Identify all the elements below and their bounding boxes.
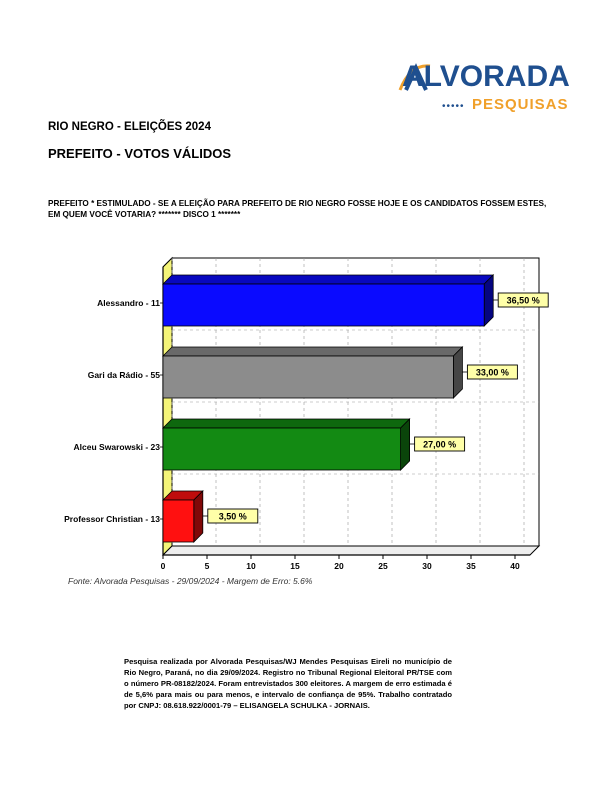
x-tick-label: 5 xyxy=(204,561,210,571)
data-label: 27,00 % xyxy=(423,439,457,450)
bar-top xyxy=(163,419,410,428)
x-tick-label: 40 xyxy=(510,561,520,571)
bar-side xyxy=(484,275,493,326)
logo-subtext: PESQUISAS xyxy=(472,96,569,113)
category-label: Alessandro - 11 xyxy=(97,298,160,308)
bar-side xyxy=(401,419,410,470)
data-label: 36,50 % xyxy=(506,295,540,306)
x-tick-label: 0 xyxy=(160,561,166,571)
x-tick-label: 30 xyxy=(422,561,432,571)
bar xyxy=(163,500,194,542)
x-tick-label: 35 xyxy=(466,561,476,571)
category-label: Gari da Rádio - 55 xyxy=(87,370,160,380)
bar-top xyxy=(163,275,493,284)
data-label: 3,50 % xyxy=(218,511,247,522)
methodology-note: Pesquisa realizada por Alvorada Pesquisas/WJ Mendes Pesquisas Eireli no município de Rio Negro, Paraná, no dia 29/09/2024. Registro no Tribunal Regional Eleitoral PR/TSE com o número PR-08182/2024. Foram entrevistados 300 eleitores. A margem de erro estimada é de 5,6% para mais ou para menos, e intervalo de confiança de 95%. Trabalho contratado por CNPJ: 08.618.922/0001-79 – ELISANGELA SCHULKA - JORNAIS. xyxy=(124,657,452,710)
bar xyxy=(163,284,484,326)
bar xyxy=(163,428,401,470)
category-label: Professor Christian - 13 xyxy=(64,514,160,524)
x-tick-label: 25 xyxy=(378,561,388,571)
plot-floor xyxy=(163,546,539,555)
bar xyxy=(163,356,453,398)
page-header: RIO NEGRO - ELEIÇÕES 2024 xyxy=(48,121,211,133)
source-note: Fonte: Alvorada Pesquisas - 29/09/2024 - Margem de Erro: 5.6% xyxy=(68,576,313,586)
bar-side xyxy=(453,347,462,398)
logo-dots: ••••• xyxy=(442,101,465,112)
data-label: 33,00 % xyxy=(475,367,509,378)
bar-top xyxy=(163,347,462,356)
x-tick-label: 15 xyxy=(290,561,300,571)
x-tick-label: 20 xyxy=(334,561,344,571)
x-tick-label: 10 xyxy=(246,561,256,571)
bar-side xyxy=(194,491,203,542)
logo-text: ALVORADA xyxy=(402,60,570,93)
category-label: Alceu Swarowski - 23 xyxy=(73,442,160,452)
survey-question: PREFEITO * ESTIMULADO - SE A ELEIÇÃO PARA PREFEITO DE RIO NEGRO FOSSE HOJE E OS CANDIDATOS FOSSEM ESTES, EM QUEM VOCÊ VOTARIA? ******* DISCO 1 ******* xyxy=(48,199,547,219)
page-subtitle: PREFEITO - VOTOS VÁLIDOS xyxy=(48,146,231,161)
